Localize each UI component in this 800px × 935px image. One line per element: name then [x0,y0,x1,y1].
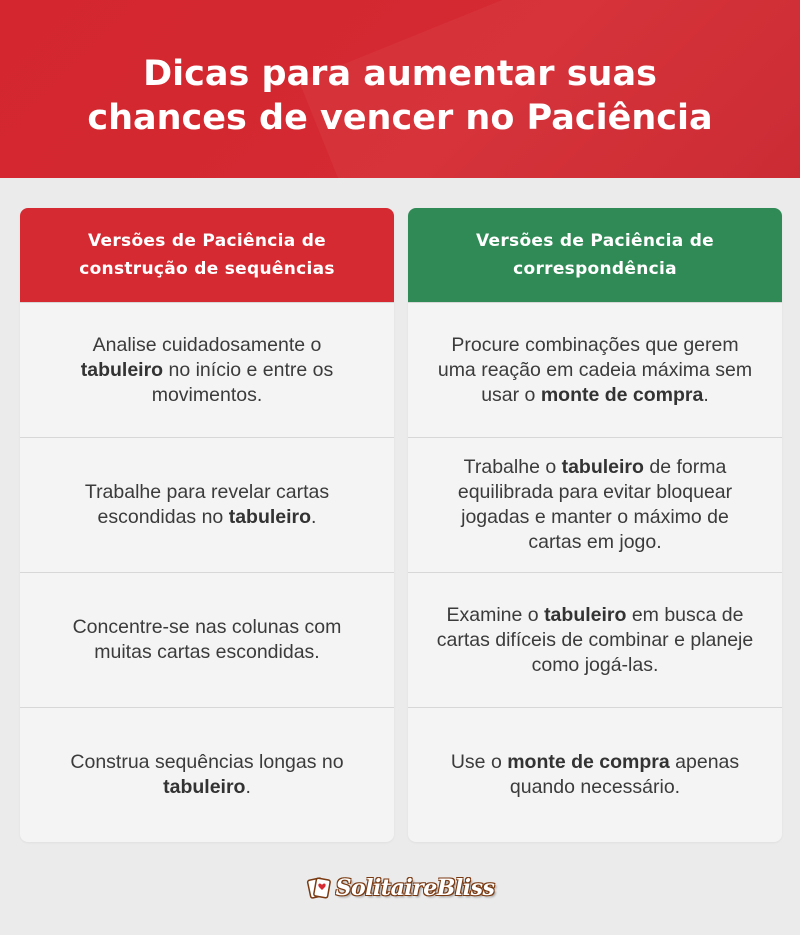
tip-text-run: Procure combinações que gerem uma reação em cadeia máxima sem usar o [437,333,753,406]
tip-text [436,603,754,678]
tip-keyword: monte de compra [540,383,704,406]
building-versions-card [20,208,394,842]
tip-text-run: Examine o [446,603,545,626]
tip-text-run: Trabalhe o [463,456,562,478]
tip-text-run: no início e entre os movimentos. [151,358,334,406]
heading-line-2: correspondência [513,259,677,279]
tip-text [54,333,360,408]
tip-text [54,750,360,800]
tip-keyword: tabuleiro [228,506,312,528]
heading-line-1: Versões de Paciência de [87,231,327,251]
heading-line-2: construção de sequências [79,259,335,279]
matching-versions-heading [408,208,782,302]
tip-text-run: Concentre-se nas colunas com muitas cartas escondidas. [72,616,342,663]
tip-row [408,437,782,572]
page-title-line-2: chances de vencer no Paciência [87,98,713,138]
tip-text [436,333,754,408]
tip-text-run: em busca de cartas difíceis de combinar e planeje como jogá-las. [436,603,754,676]
tip-text-run: . [245,776,251,798]
tip-row [408,707,782,842]
tip-text-run: . [311,506,317,528]
tip-keyword: tabuleiro [163,776,246,798]
building-versions-heading [20,208,394,302]
tip-keyword: tabuleiro [561,456,644,478]
heading-line-1: Versões de Paciência de [475,231,715,251]
tip-keyword: monte de compra [507,751,670,773]
tip-row [20,437,394,572]
tip-text-run: Trabalhe para revelar cartas escondidas no [84,481,330,528]
tip-text-run: Analise cuidadosamente o [92,333,322,356]
logo-wordmark: SolitaireBliss [335,875,495,901]
tip-row [20,707,394,842]
tip-keyword: tabuleiro [544,603,627,626]
tip-text [54,615,360,665]
tip-text [436,455,754,555]
solitairebliss-logo [0,868,800,908]
tip-row [20,572,394,707]
tip-text-run: Use o [450,751,508,773]
tip-row [408,572,782,707]
page-title [0,52,800,140]
matching-versions-card [408,208,782,842]
tip-text-run: apenas quando necessário. [509,751,740,798]
tip-row [408,302,782,437]
tip-keyword: tabuleiro [80,358,164,381]
tip-row [20,302,394,437]
title-banner [0,0,800,178]
tip-text-run: Construa sequências longas no [70,751,344,773]
tip-text-run: . [703,383,709,406]
card-suits-icon [306,875,332,901]
tip-text-run: de forma equilibrada para evitar bloquear jogadas e manter o máximo de cartas em jogo. [457,456,733,553]
page-title-line-1: Dicas para aumentar suas [143,54,657,94]
tip-text [436,750,754,800]
tip-text [54,480,360,530]
